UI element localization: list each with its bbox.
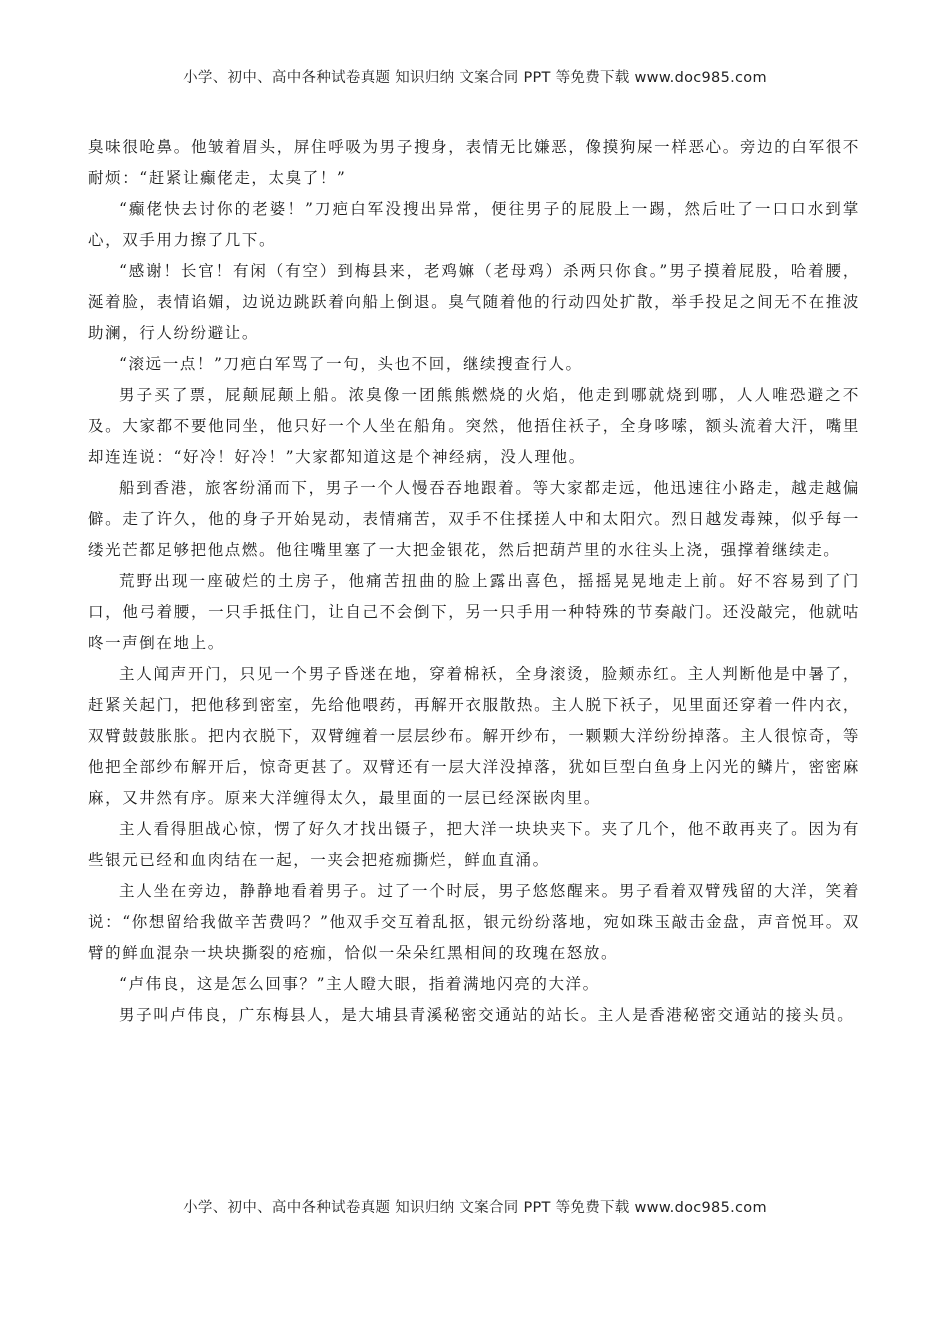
paragraph-4: “滚远一点！”刀疤白军骂了一句，头也不回，继续搜查行人。	[119, 355, 583, 373]
paragraph-2: “癫佬快去讨你的老婆！”刀疤白军没搜出异常，便往男子的屁股上一踢，然后吐了一口口水到掌心，双手用力擦了几下。	[88, 200, 860, 249]
paragraph-1: 臭味很呛鼻。他皱着眉头，屏住呼吸为男子搜身，表情无比嫌恶，像摸狗屎一样恶心。旁边的白军很不耐烦：“赶紧让癫佬走，太臭了！”	[88, 138, 860, 187]
paragraph-7: 荒野出现一座破烂的土房子，他痛苦扭曲的脸上露出喜色，摇摇晃晃地走上前。好不容易到了门口，他弓着腰，一只手抵住门，让自己不会倒下，另一只手用一种特殊的节奏敲门。还没敲完，他就咕咚一声倒在地上。	[88, 572, 860, 652]
paragraph-8: 主人闻声开门，只见一个男子昏迷在地，穿着棉袄，全身滚烫，脸颊赤红。主人判断他是中暑了，赶紧关起门，把他移到密室，先给他喂药，再解开衣服散热。主人脱下袄子，见里面还穿着一件内衣，双臂鼓鼓胀胀。把内衣脱下，双臂缠着一层层纱布。解开纱布，一颗颗大洋纷纷掉落。主人很惊奇，等他把全部纱布解开后，惊奇更甚了。双臂还有一层大洋没掉落，犹如巨型白鱼身上闪光的鳞片，密密麻麻，又井然有序。原来大洋缠得太久，最里面的一层已经深嵌肉里。	[88, 665, 860, 807]
paragraph-10: 主人坐在旁边，静静地看着男子。过了一个时辰，男子悠悠醒来。男子看着双臂残留的大洋，笑着说：“你想留给我做辛苦费吗？”他双手交互着乱抠，银元纷纷落地，宛如珠玉敲击金盘，声音悦耳。双臂的鲜血混杂一块块撕裂的疮痂，恰似一朵朵红黑相间的玫瑰在怒放。	[88, 882, 860, 962]
paragraph-9: 主人看得胆战心惊，愣了好久才找出镊子，把大洋一块块夹下。夹了几个，他不敢再夹了。因为有些银元已经和血肉结在一起，一夹会把疮痂撕烂，鲜血直涌。	[88, 820, 860, 869]
paragraph-5: 男子买了票，屁颠屁颠上船。浓臭像一团熊熊燃烧的火焰，他走到哪就烧到哪，人人唯恐避之不及。大家都不要他同坐，他只好一个人坐在船角。突然，他捂住袄子，全身哆嗦，额头流着大汗，嘴里却连连说：“好冷！好冷！”大家都知道这是个神经病，没人理他。	[88, 386, 860, 466]
paragraph-11: “卢伟良，这是怎么回事？”主人瞪大眼，指着满地闪亮的大洋。	[119, 975, 600, 993]
paragraph-12: 男子叫卢伟良，广东梅县人，是大埔县青溪秘密交通站的站长。主人是香港秘密交通站的接头员。	[119, 1006, 855, 1024]
paragraph-3: “感谢！长官！有闲（有空）到梅县来，老鸡嫲（老母鸡）杀两只你食。”男子摸着屁股，哈着腰，涎着脸，表情谄媚，边说边跳跃着向船上倒退。臭气随着他的行动四处扩散，举手投足之间无不在推波助澜，行人纷纷避让。	[88, 262, 860, 342]
paragraph-6: 船到香港，旅客纷涌而下，男子一个人慢吞吞地跟着。等大家都走远，他迅速往小路走，越走越偏僻。走了许久，他的身子开始晃动，表情痛苦，双手不住揉搓人中和太阳穴。烈日越发毒辣，似乎每一缕光芒都足够把他点燃。他往嘴里塞了一大把金银花，然后把葫芦里的水往头上浇，强撑着继续走。	[88, 479, 860, 559]
article-body	[88, 132, 860, 1031]
page-header-watermark: 小学、初中、高中各种试卷真题 知识归纳 文案合同 PPT 等免费下载 www.doc985.com	[183, 70, 767, 86]
page-footer-watermark: 小学、初中、高中各种试卷真题 知识归纳 文案合同 PPT 等免费下载 www.doc985.com	[183, 1200, 767, 1216]
